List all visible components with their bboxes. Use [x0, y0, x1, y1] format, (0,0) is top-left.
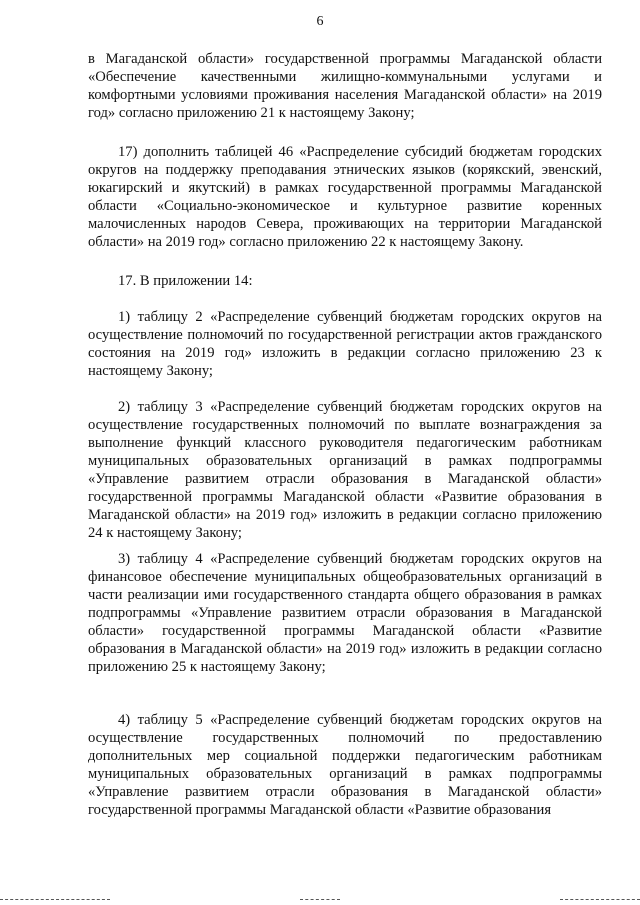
paragraph-item-17-add-table [88, 143, 602, 251]
footer-divider-left [0, 899, 110, 901]
footer-divider-center [300, 899, 340, 901]
paragraph-item-2 [88, 398, 602, 542]
paragraph-text: 3) таблицу 4 «Распределение субвенций бюджетам городских округов на финансовое обеспечение муниципальных общеобразовательных организаций в части реализации ими государственного стандарта общего образования в рамках подпрограммы «Управление развитием отрасли образования в Магаданской области» государственной программы Магаданской области «Развитие образования в Магаданской области» на 2019 год» изложить в редакции согласно приложению 25 к настоящему Закону; [88, 551, 602, 675]
page-number: 6 [316, 14, 324, 29]
paragraph-continuation [88, 50, 602, 122]
section-heading-appendix-14 [88, 272, 602, 290]
paragraph-text: 2) таблицу 3 «Распределение субвенций бюджетам городских округов на осуществление государственных полномочий по выплате вознаграждения за выполнение функций классного руководителя педагогическим работникам муниципальных образовательных организаций в рамках подпрограммы «Управление развитием отрасли образования в Магаданской области» государственной программы Магаданской области «Развитие образования в Магаданской области» на 2019 год» изложить в редакции согласно приложению 24 к настоящему Закону; [88, 399, 602, 541]
paragraph-item-3 [88, 550, 602, 676]
paragraph-item-4 [88, 711, 602, 819]
paragraph-text: в Магаданской области» государственной программы Магаданской области «Обеспечение качественными жилищно-коммунальными услугами и комфортными условиями проживания населения Магаданской области» на 2019 год» согласно приложению 21 к настоящему Закону; [88, 51, 602, 121]
footer-divider-right [560, 899, 640, 901]
paragraph-text: 17. В приложении 14: [118, 273, 253, 289]
paragraph-text: 4) таблицу 5 «Распределение субвенций бюджетам городских округов на осуществление государственных полномочий по предоставлению дополнительных мер социальной поддержки педагогическим работникам муниципальных образовательных организаций в рамках подпрограммы «Управление развитием отрасли образования в Магаданской области» государственной программы Магаданской области «Развитие образования [88, 712, 602, 818]
paragraph-item-1 [88, 308, 602, 380]
paragraph-text: 1) таблицу 2 «Распределение субвенций бюджетам городских округов на осуществление полномочий по государственной регистрации актов гражданского состояния на 2019 год» изложить в редакции согласно приложению 23 к настоящему Закону; [88, 309, 602, 379]
paragraph-text: 17) дополнить таблицей 46 «Распределение субсидий бюджетам городских округов на поддержку преподавания этнических языков (корякский, эвенский, юкагирский и якутский) в рамках государственной программы Магаданской области «Социально-экономическое и культурное развитие коренных малочисленных народов Севера, проживающих на территории Магаданской области» на 2019 год» согласно приложению 22 к настоящему Закону. [88, 144, 602, 250]
